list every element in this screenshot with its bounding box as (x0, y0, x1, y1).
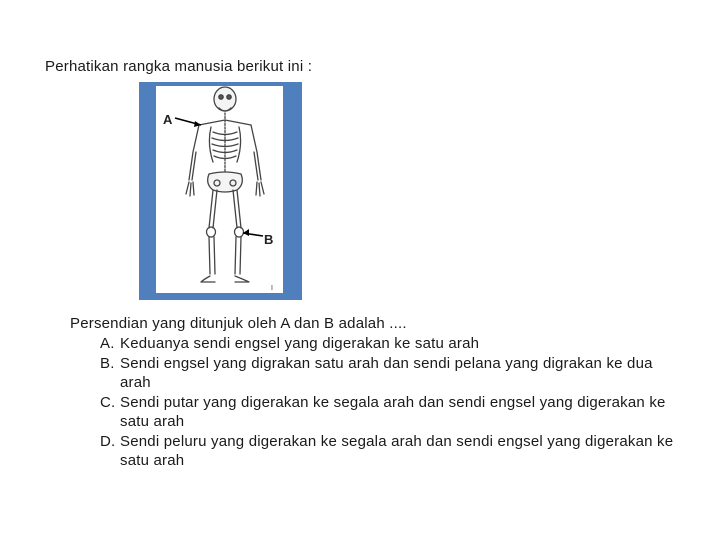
human-skeleton-icon (139, 82, 302, 300)
option-a[interactable] (100, 334, 685, 354)
label-a: A (163, 112, 173, 127)
option-letter: A. (100, 335, 115, 352)
skeleton-figure (139, 82, 302, 300)
label-b: B (264, 232, 274, 247)
intro-text: Perhatikan rangka manusia berikut ini : (45, 58, 313, 75)
option-d[interactable] (100, 432, 685, 471)
option-letter: B. (100, 354, 115, 372)
option-text: Keduanya sendi engsel yang digerakan ke satu arah (120, 335, 480, 352)
corner-mark: I (271, 285, 273, 292)
option-text: Sendi peluru yang digerakan ke segala arah dan sendi engsel yang digerakan ke satu arah (120, 432, 674, 469)
option-text: Sendi putar yang digerakan ke segala arah dan sendi engsel yang digerakan ke satu arah (120, 393, 666, 430)
option-letter: D. (100, 432, 116, 450)
option-b[interactable] (100, 354, 685, 393)
answer-options (100, 334, 685, 471)
question-text: Persendian yang ditunjuk oleh A dan B adalah .... (70, 315, 407, 332)
option-letter: C. (100, 393, 116, 411)
option-text: Sendi engsel yang digrakan satu arah dan sendi pelana yang digrakan ke dua arah (120, 354, 653, 391)
option-c[interactable] (100, 393, 685, 432)
